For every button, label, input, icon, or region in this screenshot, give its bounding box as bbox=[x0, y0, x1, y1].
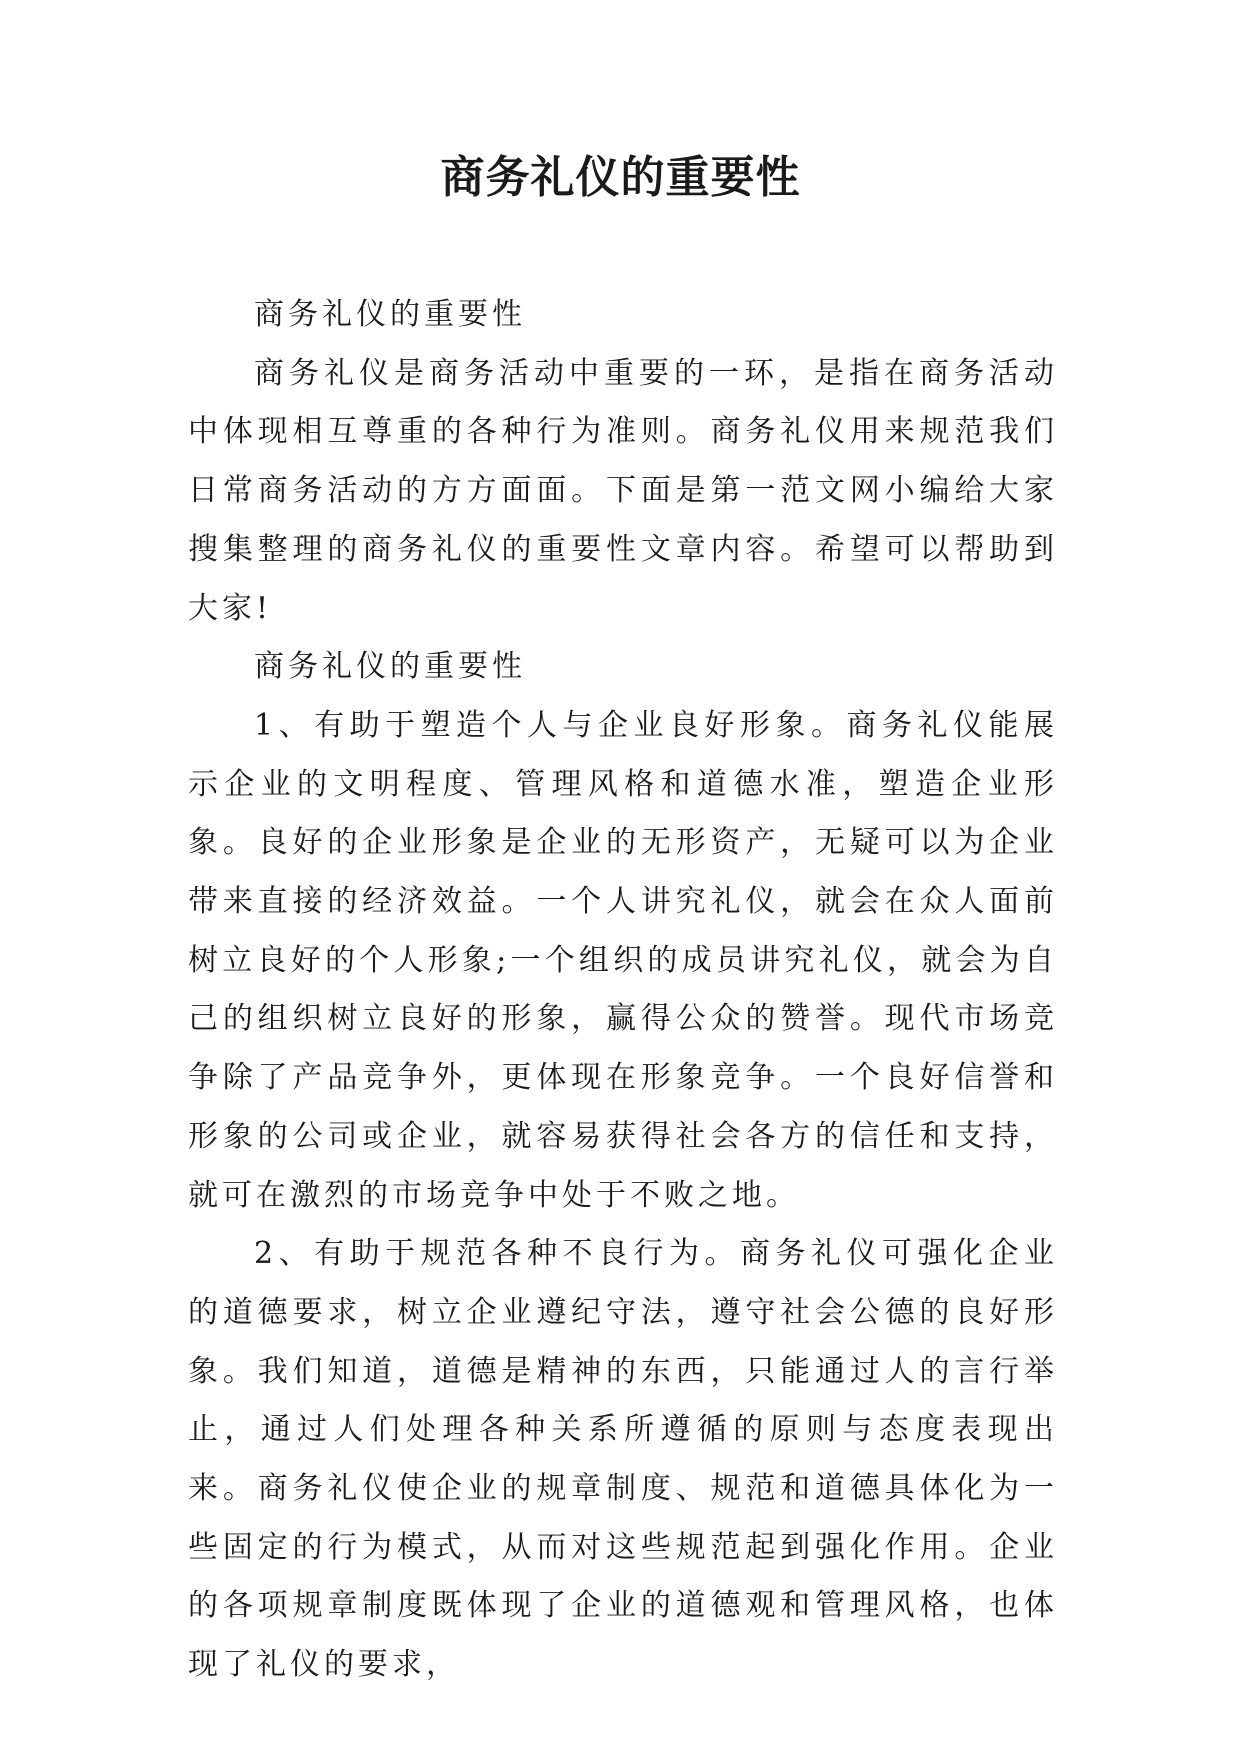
document-body bbox=[188, 286, 1058, 1695]
paragraph-point-2: 2、有助于规范各种不良行为。商务礼仪可强化企业的道德要求，树立企业遵纪守法，遵守社会公德的良好形象。我们知道，道德是精神的东西，只能通过人的言行举止，通过人们处理各种关系所遵循的原则与态度表现出来。商务礼仪使企业的规章制度、规范和道德具体化为一些固定的行为模式，从而对这些规范起到强化作用。企业的各项规章制度既体现了企业的道德观和管理风格，也体现了礼仪的要求， bbox=[188, 1236, 1058, 1683]
paragraph-intro: 商务礼仪是商务活动中重要的一环，是指在商务活动中体现相互尊重的各种行为准则。商务礼仪用来规范我们日常商务活动的方方面面。下面是第一范文网小编给大家搜集整理的商务礼仪的重要性文章内容。希望可以帮助到大家! bbox=[188, 355, 1058, 626]
paragraph-point-1: 1、有助于塑造个人与企业良好形象。商务礼仪能展示企业的文明程度、管理风格和道德水准，塑造企业形象。良好的企业形象是企业的无形资产，无疑可以为企业带来直接的经济效益。一个人讲究礼仪，就会在众人面前树立良好的个人形象;一个组织的成员讲究礼仪，就会为自己的组织树立良好的形象，赢得公众的赞誉。现代市场竞争除了产品竞争外，更体现在形象竞争。一个良好信誉和形象的公司或企业，就容易获得社会各方的信任和支持，就可在激烈的市场竞争中处于不败之地。 bbox=[188, 707, 1058, 1213]
paragraph-subtitle: 商务礼仪的重要性 bbox=[254, 297, 526, 332]
paragraph-subtitle-repeat: 商务礼仪的重要性 bbox=[254, 649, 526, 685]
document-title: 商务礼仪的重要性 bbox=[440, 152, 801, 203]
